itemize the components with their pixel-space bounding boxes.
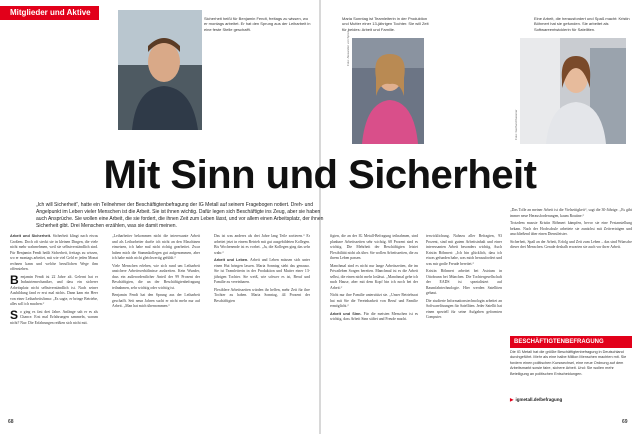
- column-text: Manchmal sind es nicht nur lange Arbeitszeiten, die im Privatleben Sorgen bereiten. Manchmal ist es die Arbeit selbst, die einen nicht mehr loslässt. „Manchmal gehe ich nach Hause, aber mit dem Kopf bin ich noch bei der Arbeit.“: [330, 263, 418, 290]
- column-5: [426, 234, 502, 323]
- caption-kristin: Eine Arbeit, die herausfordert und Spaß macht: Kristin Böhmert hat sie gefunden. Sie arbeitet als Softwareentwicklerin für Satelliten.: [534, 16, 630, 32]
- portrait-woman-lab-image: [520, 38, 626, 144]
- section-tag: Mitglieder und Aktive: [0, 6, 99, 20]
- column-2: [112, 234, 200, 312]
- photo-kristin-boehmert: [520, 38, 626, 144]
- column-1: [10, 234, 98, 328]
- column-text: Benjamin Fendt hat den Sprung aus der Leiharbeit geschafft. Seit neun Jahren sucht er nicht mehr nur auf Arbeit. „Man hat mich übernommen.“: [112, 293, 200, 308]
- page-number-left: 68: [8, 419, 14, 425]
- photo-benjamin-fendt: [118, 10, 202, 130]
- sidebar-body: Die IG Metall hat die größte Beschäftigtenbefragung in Deutschland durchgeführt. Mehr als eine halbe Million Menschen machten mit. Sie fordern einen politischen Kurswechsel, eine neue Ordnung auf dem Arbeitsmarkt sowie faire, sichere Arbeit. Und: Sie wollen mehr Beteiligung an politischen Entscheidungen.: [510, 350, 627, 376]
- caption-maria: Maria Sonntag ist Teamleiterin in der Produktion und Mutter einer 13-jährigen Tochter. Sie will Zeit für beides: Arbeit und Familie.: [342, 16, 429, 32]
- column-text: Für die meisten Menschen ist es wichtig, dass Arbeit Sinn stiftet und Freude macht.: [330, 311, 418, 321]
- sidebar-link[interactable]: [510, 397, 562, 403]
- column-text: figten, die an der IG Metall-Befragung teilnahmen, sind planbare Arbeitszeiten sehr wichtig. 68 Prozent sind es wichtig. Die Mehrheit der Beschäftigten leistet Flexibilität nicht als über. Sie wollen Arbeitszeiten, die zu ihrem Leben passen.: [330, 234, 418, 260]
- column-text: Trotzdem musste Kristin Böhmert kämpfen, bevor sie eine Festanstellung bekam. Nach der Hochschule arbeitete sie zunächst mit Zeitverträgen und anschließend über einen Dienstleister.: [510, 221, 632, 236]
- sidebar-title: BESCHÄFTIGTENBEFRAGUNG: [510, 336, 632, 348]
- column-text: o ging es fast drei Jahre. Anfänge sah er es als Chance. Erst mal Erfahrungen sammeln, warum nicht? Nur: Die Erfahrungen reißten sich nicht mit.: [10, 309, 98, 325]
- portrait-man-image: [118, 10, 202, 130]
- portrait-woman-image: [352, 38, 424, 144]
- column-6: [510, 208, 632, 253]
- column-text: Kristin Böhmert arbeitet bei Astrium in Ottobrunn bei München. Die Tochtergesellschaft der EADS ist spezialisiert auf Raumfahrtechnologie. Hier werden Satelliten gebaut.: [426, 269, 502, 295]
- column-3: [214, 234, 310, 306]
- caption-benjamin: Sicherheit heißt für Benjamin Fendt, freitags zu wissen, wo er montags arbeitet. Er hat den Sprung aus der Leiharbeit in eine feste Stelle geschafft.: [204, 16, 311, 32]
- headline: Mit Sinn und Sicherheit: [103, 153, 537, 197]
- column-text: „Leiharbeiter bekommen nicht die interessante Arbeit und als Leiharbeiter durfte ich nicht an den Maschinen einsetzen, ich habe mal nicht richtig gearbeitet. Zwar haben mich die Stammkollegen gut aufgenommen, aber ich habe mich nicht gleichwertig gefühlt.“: [112, 234, 200, 260]
- column-text: Das ist was anderes als drei Jahre lang Teile sortieren.“ Er arbeitet jetzt in einem Betrieb mit gut ausgebildeten Kollegen. Bis Wochenende ist es vorbei. „Ja, die Kollegen ging das sehr wahr.“: [214, 234, 310, 255]
- photo-maria-sonntag: [352, 38, 424, 144]
- page-number-right: 69: [622, 419, 628, 425]
- lead-paragraph: „Ich will Sicherheit“, hatte ein Teilnehmer der Beschäftigtenbefragung der IG Metall auf seinem Fragebogen notiert. Dreh- und Angelpunkt im Leben vieler Menschen ist die Arbeit. Sie ist ihnen wichtig. Dafür legen sich Beschäftigte ins Zeug, aber sie haben auch Ansprüche. Sie wollen eine Arbeit, die sie fordert, die ihnen Zeit zum Leben lässt, und vor allem einen Arbeitsplatz, der ihnen Sicherheit gibt. Drei Menschen erzählen, was sie damit meinen.: [36, 202, 324, 229]
- column-text: Sicherheit klingt nach etwas Großem. Doch oft steckt sie in kleinen Dingen, die viele nicht mehr wahrnehmen, weil sie selbstverständlich sind. Für Benjamin Fendt heißt Sicherheit, freitags zu wissen, wo er montags arbeitet, mit wie viel Geld er jeden Monat rechnen kann und welche beruflichen Wege ihm offenstehen.: [10, 234, 98, 271]
- column-text: „Das Tolle an meiner Arbeit ist die Vielseitigkeit“, sagt die 30-Jährige. „Es gibt immer neue Herausforderungen, kaum Routine.“: [510, 208, 632, 218]
- column-text: Arbeit und Leben müssen sich unter einen Hut bringen lassen. Maria Sonntag sieht das genauso. Sie ist Teamleiterin in der Produktion und Mutter einer 13-jährigen Tochter. Sie weiß, wie schwer es ist, Beruf und Familie zu vereinbaren.: [214, 258, 311, 284]
- column-4: [330, 234, 418, 325]
- column-text: Die studierte Informationstechnologin arbeitet an Softwarelösungen für Satelliten. Jeder Satellit hat einen speziell für seine Aufgaben geformten Computer.: [426, 298, 502, 319]
- column-text: Sicherheit, Spaß an der Arbeit, Erfolg und Zeit zum Leben – das sind Wünsche dieser drei Menschen. Gerade deshalb erwarten sie auch vor ihrer Arbeit.: [510, 239, 632, 249]
- subhead-arbeit-sicherheit: Arbeit und Sicherheit.: [10, 234, 52, 238]
- column-text: enjamin Fendt ist 22 Jahre alt. Gelernt hat er Industriemechaniker, und dass ein sicherer Arbeitsplatz nicht selbstverständlich ist. Nach seiner Ausbildung fand er erst mal nichts. Dann kam ein Heer von einer Leiharbeitsfirma: „Es sagte, er bringe Betriebe, alles soll ich machen.“: [10, 274, 98, 306]
- dropcap: B: [10, 272, 19, 287]
- column-text: terwicklichung. Nahezu aller Befragten, 93 Prozent, sind mit gutem Arbeitsinhalt und einer interessanten Arbeit besonders wichtig. Auch Kristin Böhmert: „Ich bin glücklich, dass ich etwas gefunden habe, was mich herausfordert und was mir große Freude bereitet.“: [426, 234, 503, 266]
- column-text: Viele Menschen erleben, wie sich rund um Leiharbeit unsichere Arbeitsverhältnisse ausbreiten. Kein Wunder, dass ein außerordentlicher Anteil der 99 Prozent der Beschäftigten, die an der Beschäftigtenbefragung teilnahmen, sehr wichtig oder wichtig ist.: [112, 263, 200, 290]
- subhead-arbeit-leben: Arbeit und Leben.: [214, 258, 249, 262]
- dropcap: S: [10, 307, 19, 322]
- arrow-right-icon: ▶: [510, 397, 514, 402]
- column-text: Flexiblere Arbeitszeiten würden ihr helfen, mehr Zeit für ihre Tochter zu haben. Maria Sonntag, 44 Prozent der Beschäftigten: [214, 287, 310, 303]
- sidebar-link-text[interactable]: igmetall.de/befragung: [515, 397, 563, 402]
- photo-credit-maria: Foto: Alexander von Spreti: [346, 30, 350, 66]
- subhead-arbeit-sinn: Arbeit und Sinn.: [330, 311, 362, 316]
- column-text: Nicht nur ihre Familie unterstützt sie. „Unser Betriebsrat hat mit Sie die Vereinbarkeit von Beruf und Familie ermöglicht.“: [330, 293, 418, 308]
- photo-credit-kristin: Foto: Gerhard Kassner: [514, 109, 518, 140]
